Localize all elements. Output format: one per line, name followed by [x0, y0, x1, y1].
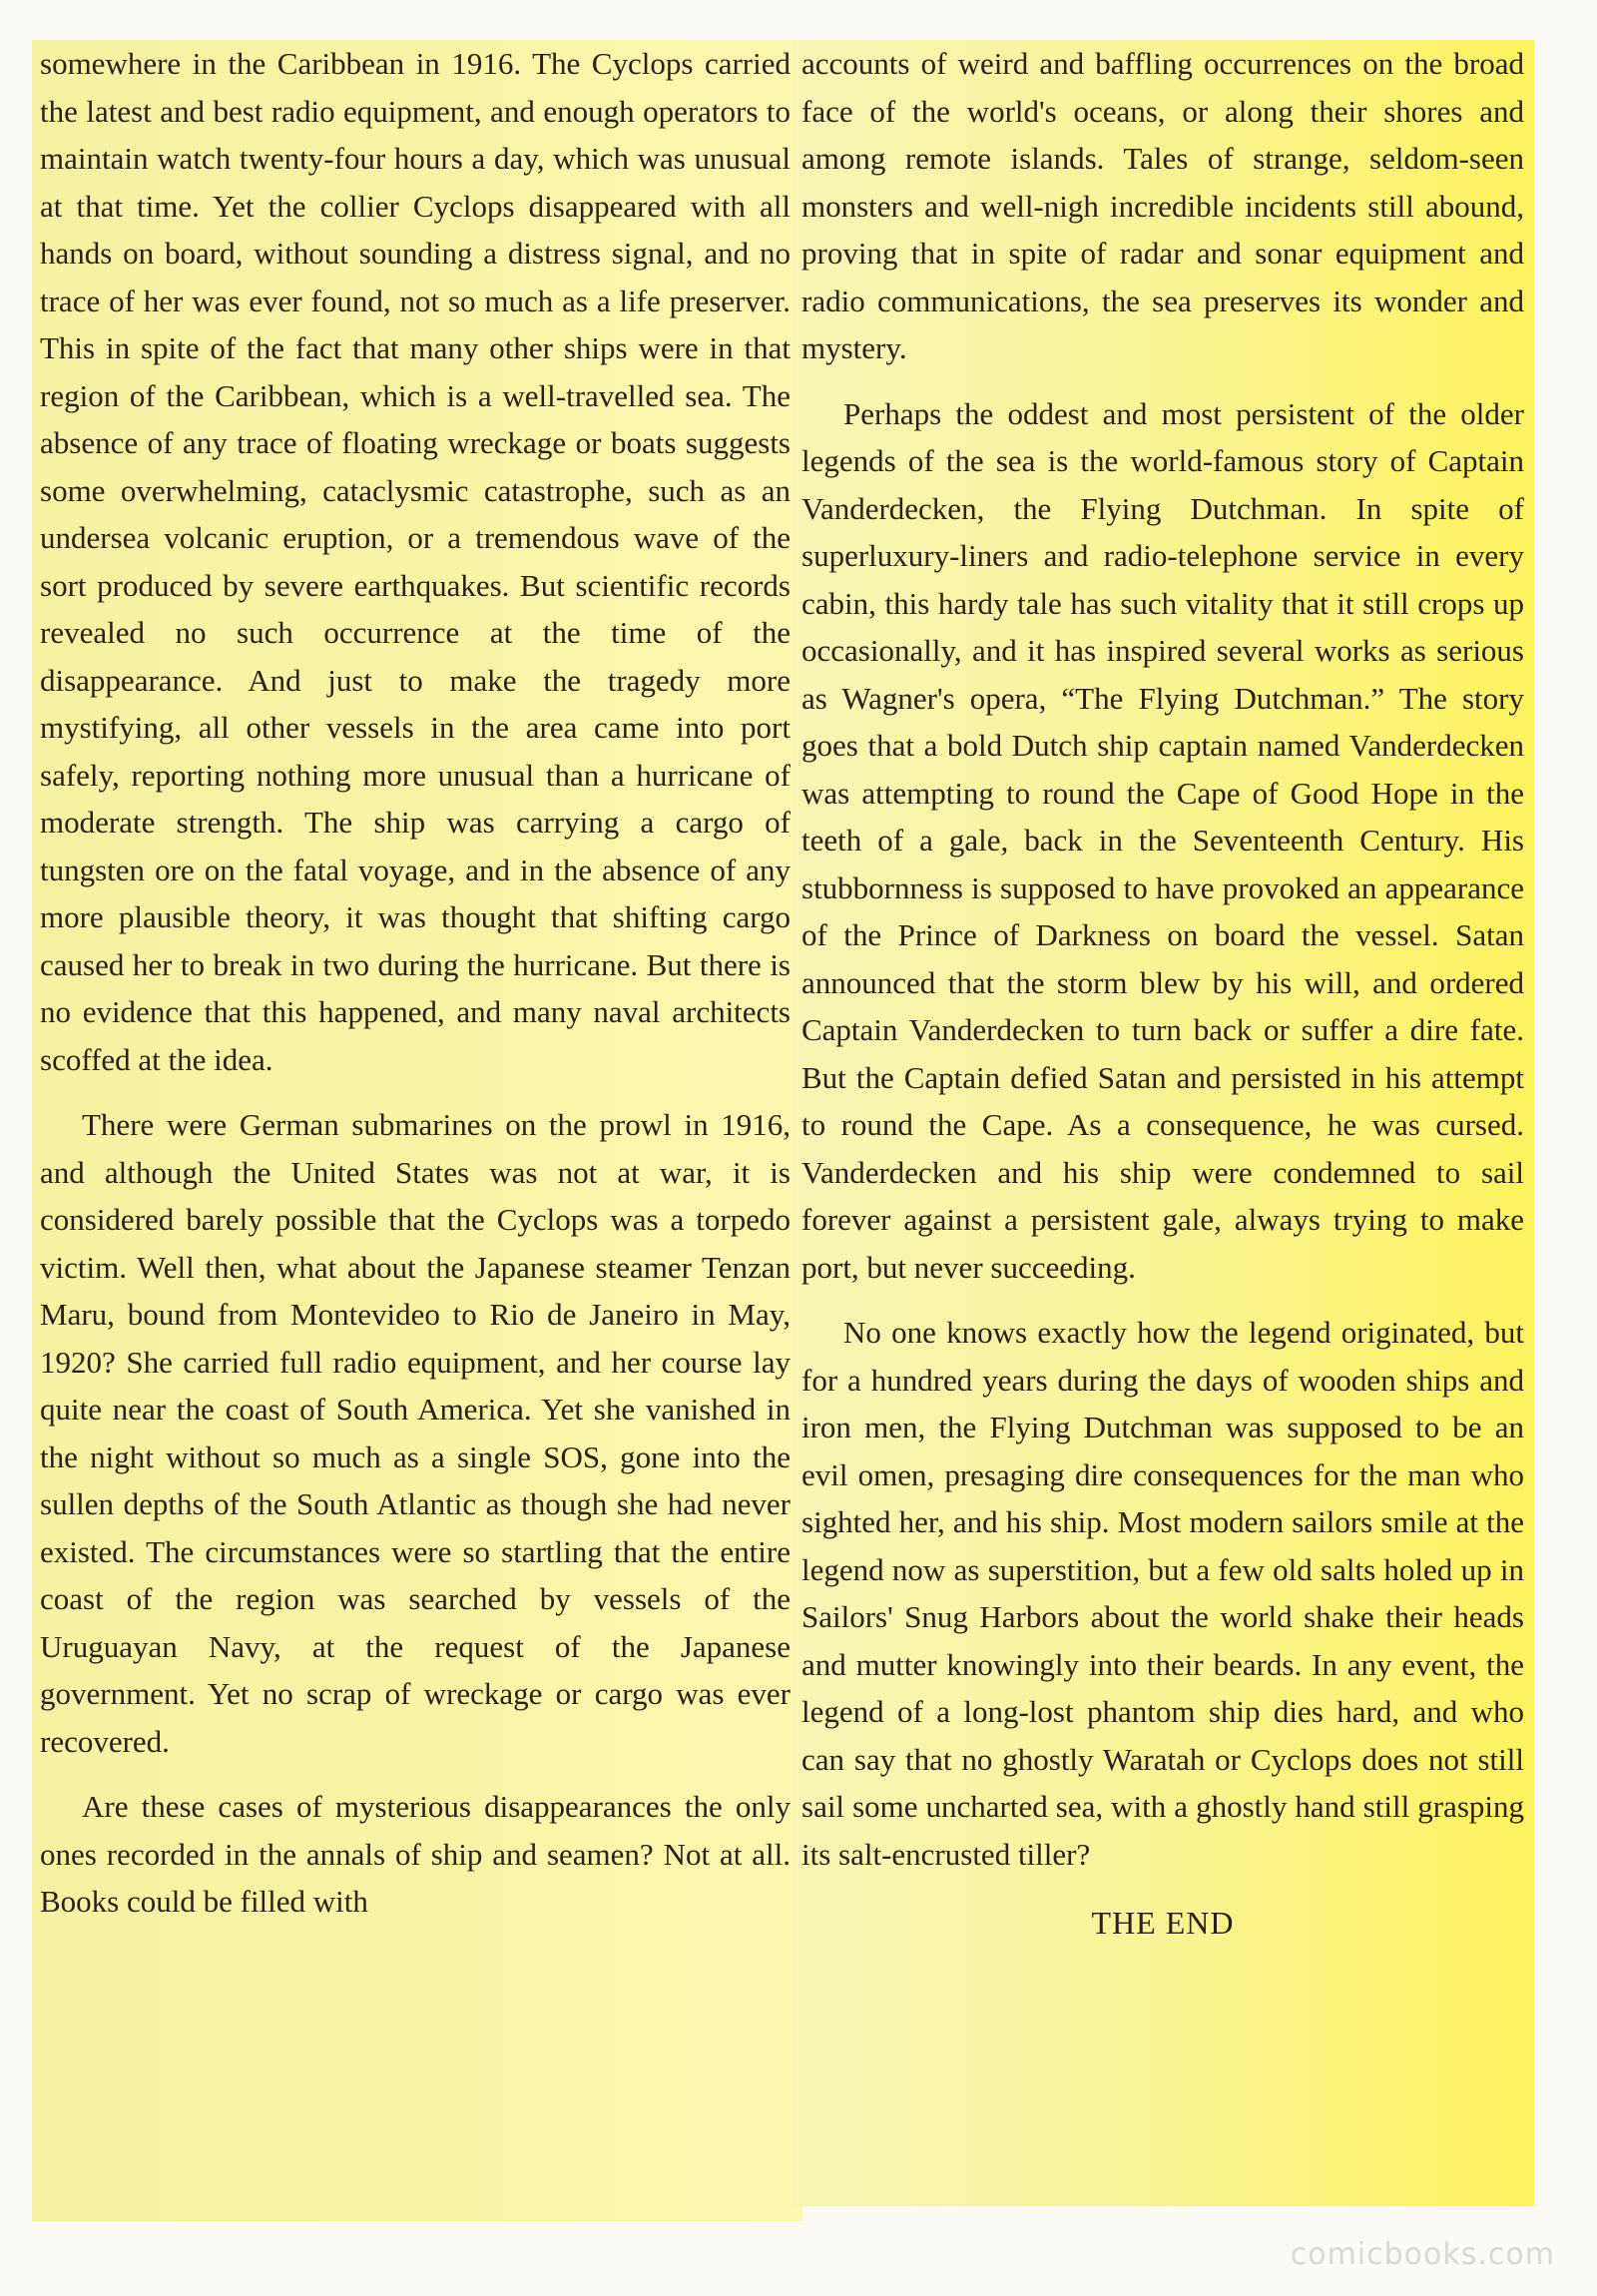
- the-end-label: THE END: [1091, 1905, 1235, 1941]
- paragraph-flying-dutchman: Perhaps the oddest and most persistent of the older legends of the sea is the world-famous story of Captain Vanderdecken, the Flying Dutchman. In spite of superluxury-liners and radio-telephone service in every cabin, this hardy tale has such vitality that it still crops up occasionally, and it has inspired several works as serious as Wagner's opera, “The Flying Dutchman.” The story goes that a bold Dutch ship captain named Vanderdecken was attempting to round the Cape of Good Hope in the teeth of a gale, back in the Seventeenth Century. His stubbornness is supposed to have provoked an appearance of the Prince of Darkness on board the vessel. Satan announced that the storm blew by his will, and ordered Captain Vanderdecken to turn back or suffer a dire fate. But the Captain defied Satan and persisted in his attempt to round the Cape. As a consequence, he was cursed. Vanderdecken and his ship were condemned to sail forever against a persistent gale, always trying to make port, but never succeeding.: [801, 395, 1524, 1285]
- paragraph-ocean-mysteries: accounts of weird and baffling occurrences on the broad face of the world's oceans, or along their shores and among remote islands. Tales of strange, seldom-seen monsters and well-nigh incredible incidents still abound, proving that in spite of radar and sonar equipment and radio communications, the sea preserves its wonder and mystery.: [801, 46, 1524, 365]
- paragraph-cyclops-disappearance: somewhere in the Caribbean in 1916. The Cyclops carried the latest and best radio equipment, and enough operators to maintain watch twenty-four hours a day, which was unusual at that time. Yet the collier Cyclops disappeared with all hands on board, without sounding a distress signal, and no trace of her was ever found, not so much as a life preserver. This in spite of the fact that many other ships were in that region of the Caribbean, which is a well-travelled sea. The absence of any trace of floating wreckage or boats suggests some overwhelming, cataclysmic catastrophe, such as an undersea volcanic eruption, or a tremendous wave of the sort produced by severe earthquakes. But scientific records revealed no such occurrence at the time of the disappearance. And just to make the tragedy more mystifying, all other vessels in the area came into port safely, reporting nothing more unusual than a hurricane of moderate strength. The ship was carrying a cargo of tungsten ore on the fatal voyage, and in the absence of any more plausible theory, it was thought that shifting cargo caused her to break in two during the hurricane. But there is no evidence that this happened, and many naval architects scoffed at the idea.: [40, 46, 791, 1077]
- right-column: [794, 40, 1534, 2206]
- paragraph-tenzan-maru: There were German submarines on the prowl in 1916, and although the United States was not at war, it is considered barely possible that the Cyclops was a torpedo victim. Well then, what about the Japanese steamer Tenzan Maru, bound from Montevideo to Rio de Janeiro in May, 1920? She carried full radio equipment, and her course lay quite near the coast of South America. Yet she vanished in the night without so much as a single SOS, gone into the sullen depths of the South Atlantic as though she had never existed. The circumstances were so startling that the entire coast of the region was searched by vessels of the Uruguayan Navy, at the request of the Japanese government. Yet no scrap of wreckage or cargo was ever recovered.: [40, 1107, 791, 1759]
- paragraph-other-cases: Are these cases of mysterious disappearances the only ones recorded in the annals of ship and seamen? Not at all. Books could be filled with: [40, 1789, 791, 1919]
- watermark-text: comicbooks.com: [1290, 2237, 1555, 2272]
- paragraph-legend-origin: No one knows exactly how the legend originated, but for a hundred years during the days of wooden ships and iron men, the Flying Dutchman was supposed to be an evil omen, presaging dire consequences for the man who sighted her, and his ship. Most modern sailors smile at the legend now as superstition, but a few old salts holed up in Sailors' Snug Harbors about the world shake their heads and mutter knowingly into their beards. In any event, the legend of a long-lost phantom ship dies hard, and who can say that no ghostly Waratah or Cyclops does not still sail some uncharted sea, with a ghostly hand still grasping its salt-encrusted tiller?: [801, 1315, 1524, 1872]
- left-column: [32, 40, 802, 2221]
